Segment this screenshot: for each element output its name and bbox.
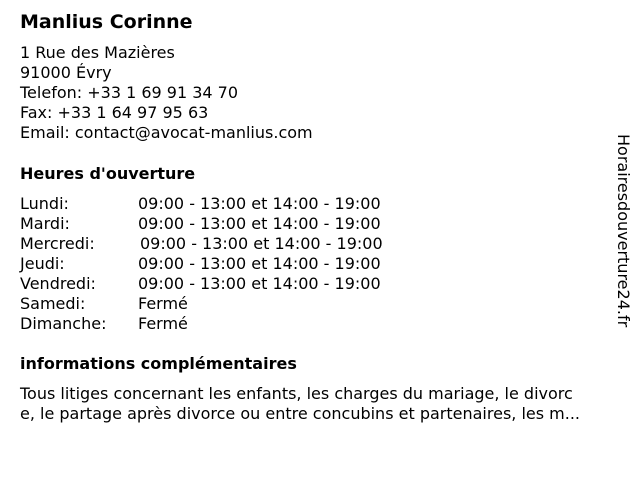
hours-day: Lundi: bbox=[20, 194, 69, 213]
info-heading: informations complémentaires bbox=[20, 354, 297, 373]
hours-day: Vendredi: bbox=[20, 274, 96, 293]
hours-time: 09:00 - 13:00 et 14:00 - 19:00 bbox=[138, 194, 381, 213]
hours-row-mardi bbox=[20, 214, 460, 234]
hours-row-jeudi bbox=[20, 254, 460, 274]
hours-day: Samedi: bbox=[20, 294, 86, 313]
hours-row-samedi bbox=[20, 294, 460, 314]
address-street: 1 Rue des Mazières bbox=[20, 43, 175, 62]
hours-heading: Heures d'ouverture bbox=[20, 164, 196, 183]
hours-row-vendredi bbox=[20, 274, 460, 294]
info-description bbox=[20, 384, 580, 424]
info-line: e, le partage après divorce ou entre concubins et partenaires, les m... bbox=[20, 404, 580, 423]
watermark-text: Horairesdouverture24.fr bbox=[614, 134, 633, 328]
hours-day: Jeudi: bbox=[20, 254, 65, 273]
hours-time: Fermé bbox=[138, 314, 188, 333]
hours-row-mercredi bbox=[20, 234, 460, 254]
hours-time: 09:00 - 13:00 et 14:00 - 19:00 bbox=[138, 254, 381, 273]
email-address[interactable]: Email: contact@avocat-manlius.com bbox=[20, 123, 313, 142]
hours-day: Dimanche: bbox=[20, 314, 107, 333]
hours-row-dimanche bbox=[20, 314, 460, 334]
hours-time: Fermé bbox=[138, 294, 188, 313]
info-line: Tous litiges concernant les enfants, les charges du mariage, le divorc bbox=[20, 384, 573, 403]
hours-row-lundi bbox=[20, 194, 460, 214]
hours-time: 09:00 - 13:00 et 14:00 - 19:00 bbox=[138, 214, 381, 233]
business-name: Manlius Corinne bbox=[20, 11, 193, 33]
hours-time: 09:00 - 13:00 et 14:00 - 19:00 bbox=[140, 234, 383, 253]
fax-number: Fax: +33 1 64 97 95 63 bbox=[20, 103, 209, 122]
hours-table bbox=[20, 194, 460, 334]
hours-day: Mercredi: bbox=[20, 234, 95, 253]
hours-day: Mardi: bbox=[20, 214, 70, 233]
address-city: 91000 Évry bbox=[20, 63, 112, 82]
phone-number[interactable]: Telefon: +33 1 69 91 34 70 bbox=[20, 83, 239, 102]
contact-block bbox=[20, 43, 313, 143]
hours-time: 09:00 - 13:00 et 14:00 - 19:00 bbox=[138, 274, 381, 293]
